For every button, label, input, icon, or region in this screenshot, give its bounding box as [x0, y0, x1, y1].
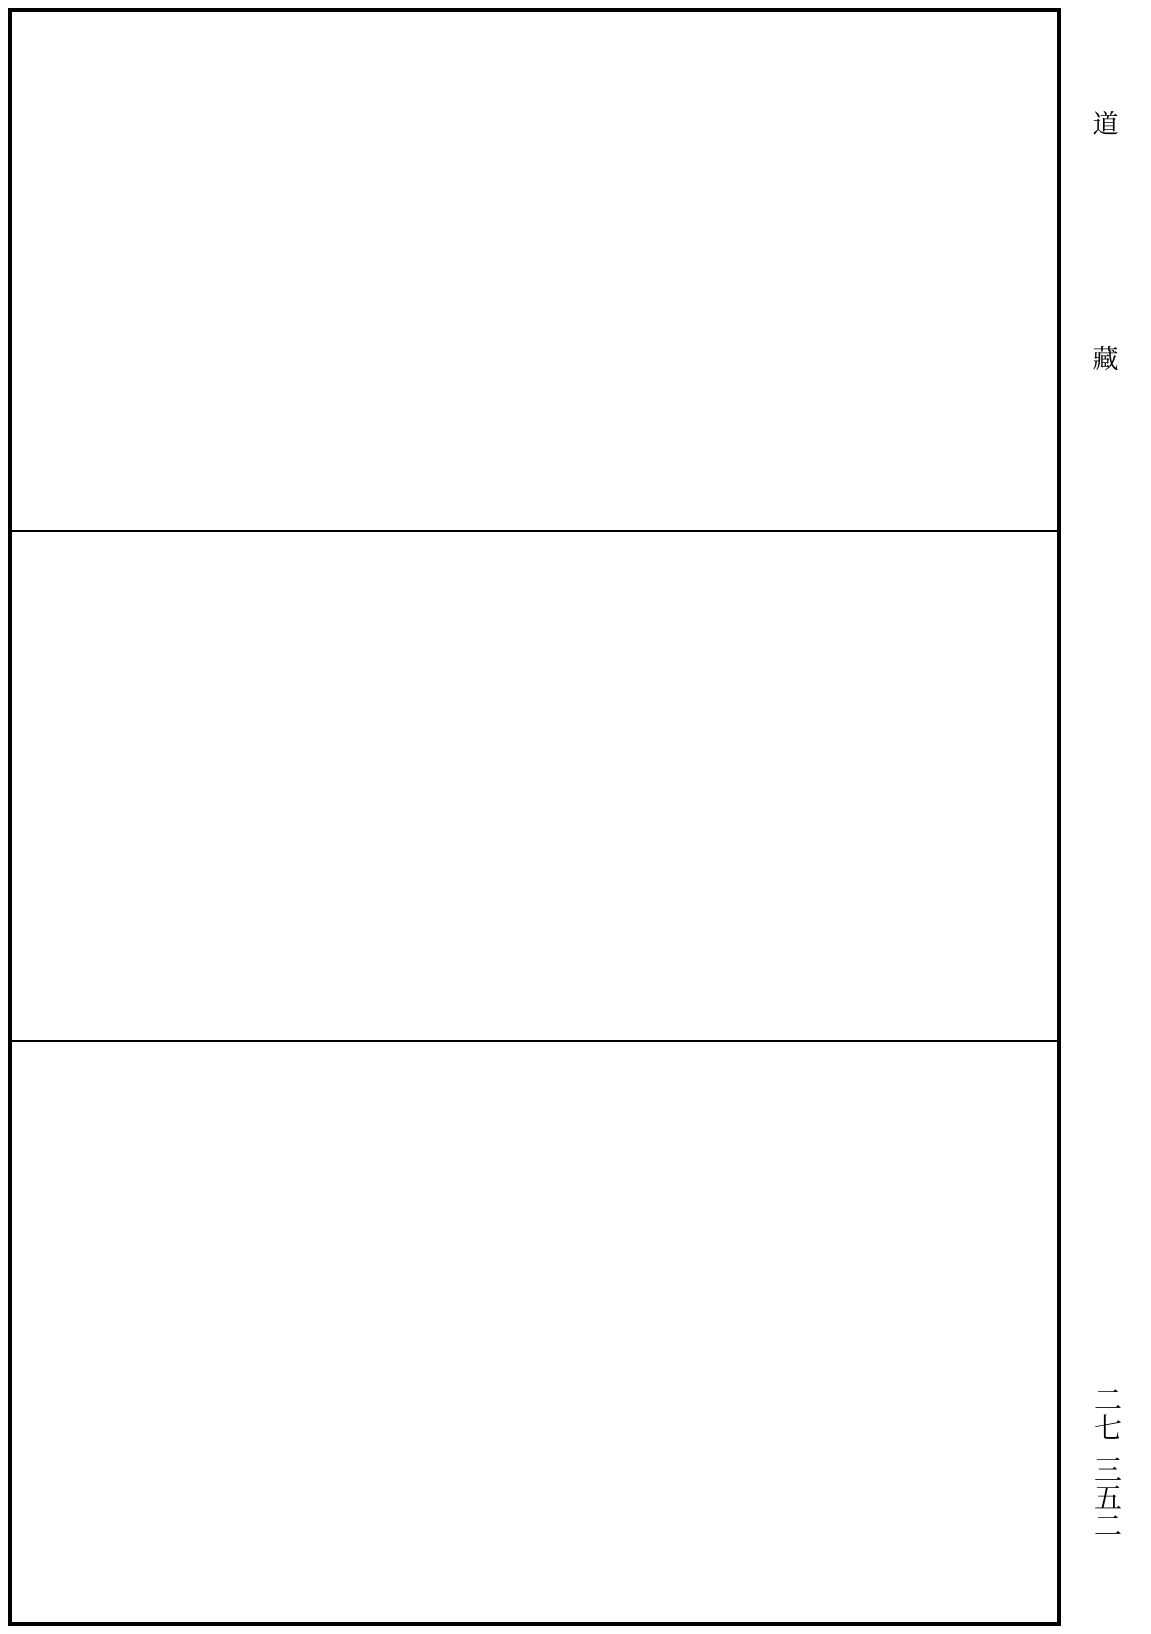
text-column [110, 1052, 194, 1600]
text-column [278, 1052, 362, 1600]
collection-title-top: 道 [1088, 110, 1118, 136]
text-column [783, 22, 867, 524]
text-column [531, 22, 615, 524]
text-column [362, 1052, 446, 1600]
collection-title-bottom: 藏 [1088, 345, 1118, 371]
text-column [362, 22, 446, 524]
text-column [362, 544, 446, 1032]
text-column [951, 1052, 1035, 1600]
text-column [531, 544, 615, 1032]
text-column [615, 22, 699, 524]
text-column [615, 544, 699, 1032]
text-column [26, 1052, 110, 1600]
text-column [867, 1052, 951, 1600]
lower-register [26, 1052, 1035, 1600]
text-column [783, 1052, 867, 1600]
text-column [194, 1052, 278, 1600]
register-divider [12, 530, 1057, 532]
text-column [615, 1052, 699, 1600]
volume-number: 二七 [1090, 1385, 1123, 1441]
text-column [699, 544, 783, 1032]
text-column [951, 544, 1035, 1032]
text-column [951, 22, 1035, 524]
text-column [446, 22, 530, 524]
text-column [867, 22, 951, 524]
text-column [446, 544, 530, 1032]
middle-register [26, 544, 1035, 1032]
page-number: 三五二 [1090, 1455, 1123, 1539]
upper-register [26, 22, 1035, 524]
text-column [26, 22, 110, 524]
text-column [278, 22, 362, 524]
text-column [194, 22, 278, 524]
text-column [699, 1052, 783, 1600]
text-column [110, 22, 194, 524]
text-column [531, 1052, 615, 1600]
text-column [110, 544, 194, 1032]
text-column [699, 22, 783, 524]
text-column [867, 544, 951, 1032]
register-divider [12, 1040, 1057, 1042]
text-column [194, 544, 278, 1032]
text-column [446, 1052, 530, 1600]
text-column [783, 544, 867, 1032]
text-column [26, 544, 110, 1032]
text-column [278, 544, 362, 1032]
